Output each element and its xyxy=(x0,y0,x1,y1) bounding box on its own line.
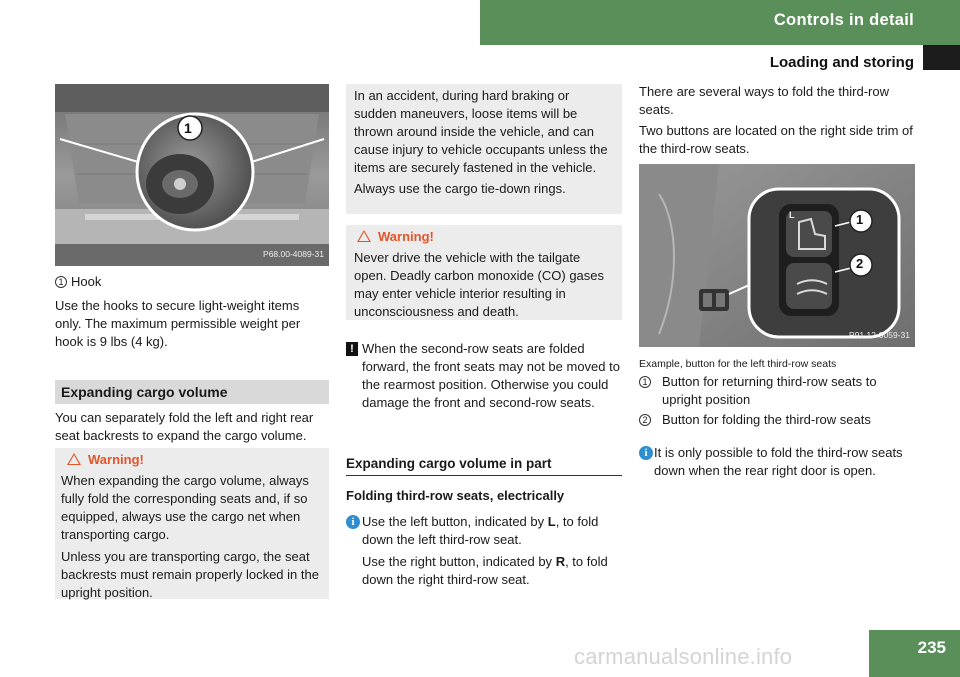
hook-photo xyxy=(55,84,329,266)
key-letter-l: L xyxy=(547,514,556,529)
info-left-button xyxy=(362,513,624,549)
legend-item-2 xyxy=(639,411,915,429)
notice-text-1: In an accident, during hard braking or sudden maneuvers, loose items will be thrown around inside the vehicle, and can cause injury to vehicle occupants unless the items are securely fastened in the vehicle. xyxy=(354,88,608,175)
info-icon: i xyxy=(346,515,360,529)
key-letter-r: R xyxy=(555,554,566,569)
callout-1: 1 xyxy=(184,120,192,136)
page-number: 235 xyxy=(917,638,946,657)
seat-trim-illustration xyxy=(639,164,915,347)
info-text: Use the right button, indicated by xyxy=(362,554,556,569)
figure-caption: Example, button for the left third-row seats xyxy=(639,358,837,370)
notice-box xyxy=(346,84,622,214)
legend-text: Button for folding the third-row seats xyxy=(662,412,871,427)
cargo-area-illustration xyxy=(55,84,329,266)
warning-box xyxy=(346,225,622,320)
notice-text-2: Always use the cargo tie-down rings. xyxy=(354,181,566,196)
info-note xyxy=(639,444,915,480)
watermark: carmanualsonline.info xyxy=(574,644,793,669)
info-icon: i xyxy=(639,446,653,460)
legend-text: Button for returning third-row seats to upright position xyxy=(662,374,877,407)
info-text: It is only possible to fold the third-row seats down when the rear right door is open. xyxy=(654,445,903,478)
warning-header xyxy=(354,228,614,246)
section-heading: Expanding cargo volume xyxy=(55,380,329,404)
page-number-box xyxy=(869,630,960,677)
callout-marker: 1 xyxy=(55,276,67,288)
header-tab-marker xyxy=(923,45,960,70)
callout-1: 1 xyxy=(856,212,864,227)
caution-note xyxy=(346,340,624,412)
warning-title: Warning! xyxy=(88,452,144,467)
subsection-heading xyxy=(346,455,622,476)
subsection-title: Loading and storing xyxy=(769,54,914,71)
caption-text: Hook xyxy=(71,274,102,289)
heading-text: Expanding cargo volume in part xyxy=(346,456,552,471)
figure-reference: P91.12-3059-31 xyxy=(849,330,910,340)
section-body: You can separately fold the left and right rear seat backrests to expand the cargo volume. xyxy=(55,410,314,443)
intro-text: There are several ways to fold the third-row seats. xyxy=(639,84,889,117)
warning-icon xyxy=(357,230,371,242)
info-right-button xyxy=(362,553,624,589)
warning-box xyxy=(55,448,329,599)
info-text: , to fold down the right third-row seat. xyxy=(362,554,608,587)
warning-text-1: When expanding the cargo volume, always fully fold the corresponding seats and, if so equipped, always use the cargo net when transporting cargo. xyxy=(61,473,309,542)
callout-marker: 2 xyxy=(639,414,651,426)
warning-text: Never drive the vehicle with the tailgate open. Deadly carbon monoxide (CO) gases may enter vehicle interior resulting in unconsciousness and death. xyxy=(354,250,605,319)
warning-text-2: Unless you are transporting cargo, the seat backrests must remain properly locked in the upright position. xyxy=(61,549,319,600)
warning-title: Warning! xyxy=(378,229,434,244)
button-letter-label: L xyxy=(789,210,795,220)
info-text: , to fold down the left third-row seat. xyxy=(362,514,599,547)
caution-text: When the second-row seats are folded forward, the front seats may not be moved to the rearmost position. Otherwise you could damage the front and second-row seats. xyxy=(362,341,620,410)
info-note xyxy=(346,513,624,589)
figure-reference: P68.00-4089-31 xyxy=(263,249,324,259)
location-text: Two buttons are located on the right side trim of the third-row seats. xyxy=(639,123,913,156)
warning-header xyxy=(61,451,323,469)
callout-2: 2 xyxy=(856,256,864,271)
info-text: Use the left button, indicated by xyxy=(362,514,548,529)
legend-item-1 xyxy=(639,373,915,409)
hook-instructions: Use the hooks to secure light-weight items only. The maximum permissible weight per hook is 9 lbs (4 kg). xyxy=(55,298,301,349)
procedure-heading: Folding third-row seats, electrically xyxy=(346,488,565,503)
warning-icon xyxy=(67,453,81,465)
figure-caption xyxy=(55,273,329,291)
section-title: Controls in detail xyxy=(773,11,914,29)
caution-icon: ! xyxy=(346,342,358,356)
callout-marker: 1 xyxy=(639,376,651,388)
seat-button-photo xyxy=(639,164,915,347)
